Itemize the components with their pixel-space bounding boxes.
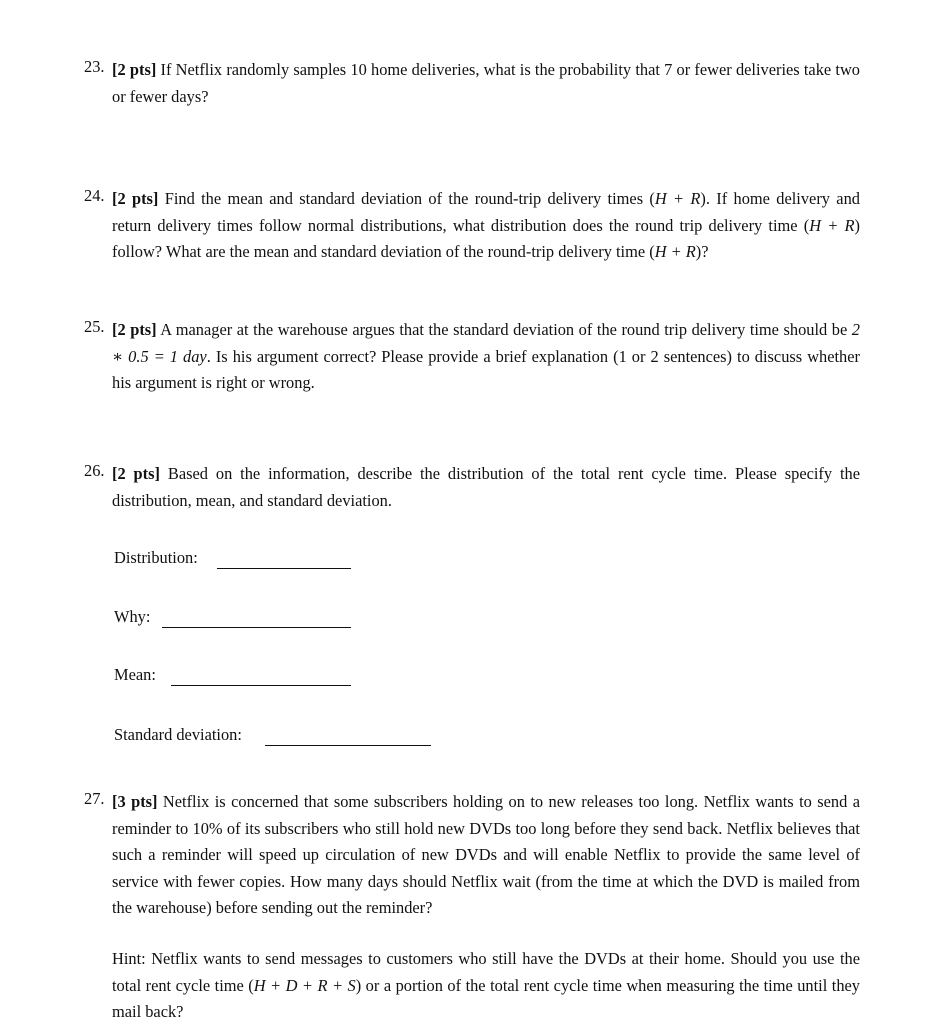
question-number: 26. [84,461,105,480]
question-text: [2 pts] If Netflix randomly samples 10 home deliveries, what is the probability that 7 or fewer deliveries take two or fewer days? [112,60,860,106]
question-number: 27. [84,789,105,808]
why-label: Why: [114,607,151,626]
math-expression: 2 ∗ 0.5 = 1 day [112,320,860,366]
mean-blank[interactable] [171,685,351,686]
question-number: 24. [84,186,105,205]
why-blank[interactable] [162,627,351,628]
points-label: [2 pts] [112,320,157,339]
distribution-field [114,548,354,574]
std-dev-field [114,725,434,751]
distribution-blank[interactable] [217,568,351,569]
distribution-label: Distribution: [114,548,198,567]
points-label: [3 pts] [112,792,158,811]
math-expression: H + D + R + S [253,975,356,995]
question-text: [2 pts] Find the mean and standard deviation of the round-trip delivery times (H + R). If home delivery and return delivery times follow normal distributions, what distribution does the round trip delivery time (H + R) follow? What are the mean and standard deviation of the round-trip delivery time (H + R)? [112,189,860,261]
points-label: [2 pts] [112,189,159,208]
math-expression: H + R [809,215,855,235]
hint-paragraph: Hint: Netflix wants to send messages to customers who still have the DVDs at their home. Should you use the total rent cycle time (H + D + R + S) or a portion of the total rent cycle time when measuring the time until they mail back? [112,949,860,1021]
points-label: [2 pts] [112,464,160,483]
question-text: [3 pts] Netflix is concerned that some subscribers holding on to new releases too long. Netflix wants to send a reminder to 10% of its subscribers who still hold new DVDs too long before they send back. Netflix believes that such a reminder will speed up circulation of new DVDs and will enable Netflix to provide the same level of service with fewer copies. How many days should Netflix wait (from the time at which the DVD is mailed from the warehouse) before sending out the reminder? [112,792,860,917]
mean-label: Mean: [114,665,156,684]
question-number: 25. [84,317,105,336]
math-expression: H + R [654,189,701,208]
question-number: 23. [84,57,105,76]
question-text: [2 pts] A manager at the warehouse argues that the standard deviation of the round trip delivery time should be 2 ∗ 0.5 = 1 day. Is his argument correct? Please provide a brief explanation (1 or 2 sentences) to discuss whether his argument is right or wrong. [112,320,860,392]
std-dev-label: Standard deviation: [114,725,242,744]
mean-field [114,665,354,691]
why-field [114,607,354,633]
points-label: [2 pts] [112,60,157,79]
math-expression: H + R [654,242,696,261]
question-text: [2 pts] Based on the information, describe the distribution of the total rent cycle time. Please specify the distribution, mean, and standard deviation. [112,464,861,510]
std-dev-blank[interactable] [265,745,431,746]
